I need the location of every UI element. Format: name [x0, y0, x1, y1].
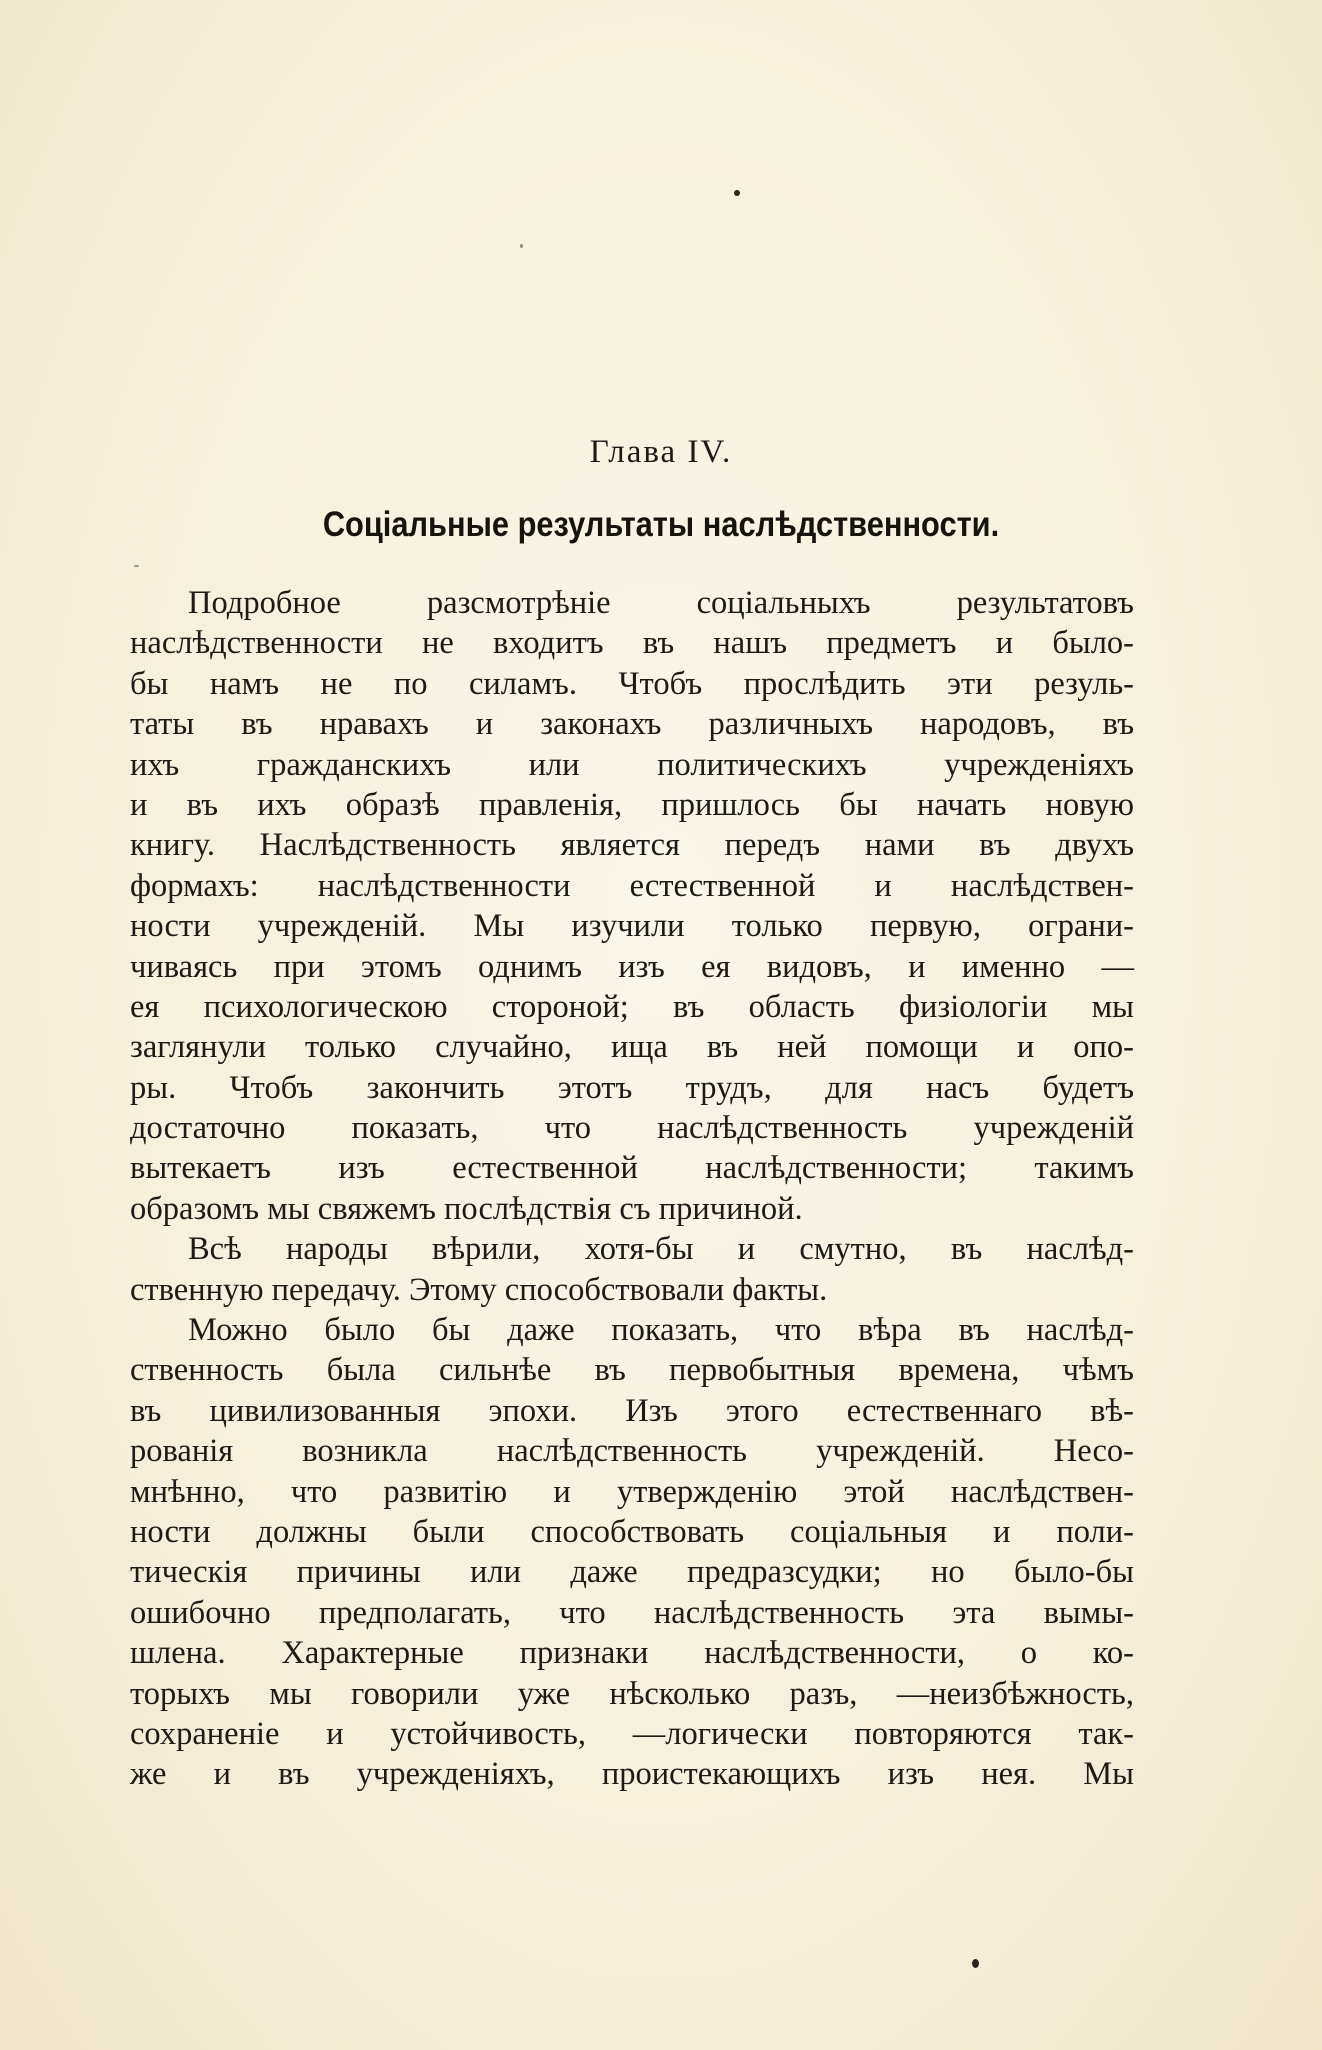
text-line: наслѣдственности не входитъ въ нашъ предметъ и было- — [130, 625, 1134, 662]
text-line: Подробное разсмотрѣніе соціальныхъ результатовъ — [188, 585, 1134, 621]
text-line: и въ ихъ образѣ правленія, пришлось бы начать новую — [130, 786, 1134, 823]
text-line: же и въ учрежденіяхъ, проистекающихъ изъ нея. Мы — [130, 1756, 1134, 1793]
text-line: бы намъ не по силамъ. Чтобъ прослѣдить эти резуль- — [130, 665, 1134, 702]
text-line: ры. Чтобъ закончить этотъ трудъ, для насъ будетъ — [130, 1069, 1134, 1106]
ink-speck — [134, 565, 139, 567]
text-line: таты въ нравахъ и законахъ различныхъ народовъ, въ — [130, 706, 1134, 743]
ink-speck — [520, 244, 523, 248]
text-line: ственность была сильнѣе въ первобытныя времена, чѣмъ — [130, 1352, 1134, 1389]
text-line: ственную передачу. Этому способствовали факты. — [130, 1271, 828, 1308]
chapter-title: Соціальные результаты наслѣдственности. — [322, 505, 1000, 544]
text-line: тическія причины или даже предразсудки; но было-бы — [130, 1554, 1134, 1591]
text-line: шлена. Характерные признаки наслѣдственности, о ко- — [130, 1635, 1134, 1672]
text-line: вытекаетъ изъ естественной наслѣдственности; такимъ — [130, 1150, 1134, 1187]
text-line: Можно было бы даже показать, что вѣра въ наслѣд- — [188, 1312, 1134, 1349]
text-line: сохраненіе и устойчивость, —логически повторяются так- — [130, 1715, 1134, 1752]
ink-speck — [734, 190, 740, 196]
text-line: достаточно показать, что наслѣдственность учрежденій — [130, 1110, 1134, 1147]
ink-speck — [972, 1959, 979, 1968]
text-line: чиваясь при этомъ однимъ изъ ея видовъ, и именно — — [130, 948, 1134, 985]
chapter-heading: Глава IV. — [589, 434, 733, 470]
text-line: мнѣнно, что развитію и утвержденію этой наслѣдствен- — [130, 1473, 1134, 1510]
text-line: заглянули только случайно, ища въ ней помощи и опо- — [130, 1029, 1134, 1066]
text-line: образомъ мы свяжемъ послѣдствія съ причиной. — [130, 1190, 803, 1227]
text-line: ошибочно предполагать, что наслѣдственность эта вымы- — [130, 1594, 1134, 1631]
text-line: ихъ гражданскихъ или политическихъ учрежденіяхъ — [130, 746, 1134, 783]
text-line: рованія возникла наслѣдственность учрежденій. Несо- — [130, 1433, 1134, 1470]
text-line: ности учрежденій. Мы изучили только первую, ограни- — [130, 908, 1134, 945]
text-line: ея психологическою стороной; въ область физіологіи мы — [130, 988, 1134, 1025]
text-line: въ цивилизованныя эпохи. Изъ этого естественнаго вѣ- — [130, 1392, 1134, 1429]
text-line: книгу. Наслѣдственность является передъ нами въ двухъ — [130, 827, 1134, 864]
text-line: Всѣ народы вѣрили, хотя-бы и смутно, въ наслѣд- — [188, 1231, 1134, 1268]
text-line: ности должны были способствовать соціальныя и поли- — [130, 1513, 1134, 1550]
text-line: торыхъ мы говорили уже нѣсколько разъ, —неизбѣжность, — [130, 1675, 1134, 1712]
text-line: формахъ: наслѣдственности естественной и наслѣдствен- — [130, 867, 1134, 904]
body-text — [130, 583, 1134, 1795]
